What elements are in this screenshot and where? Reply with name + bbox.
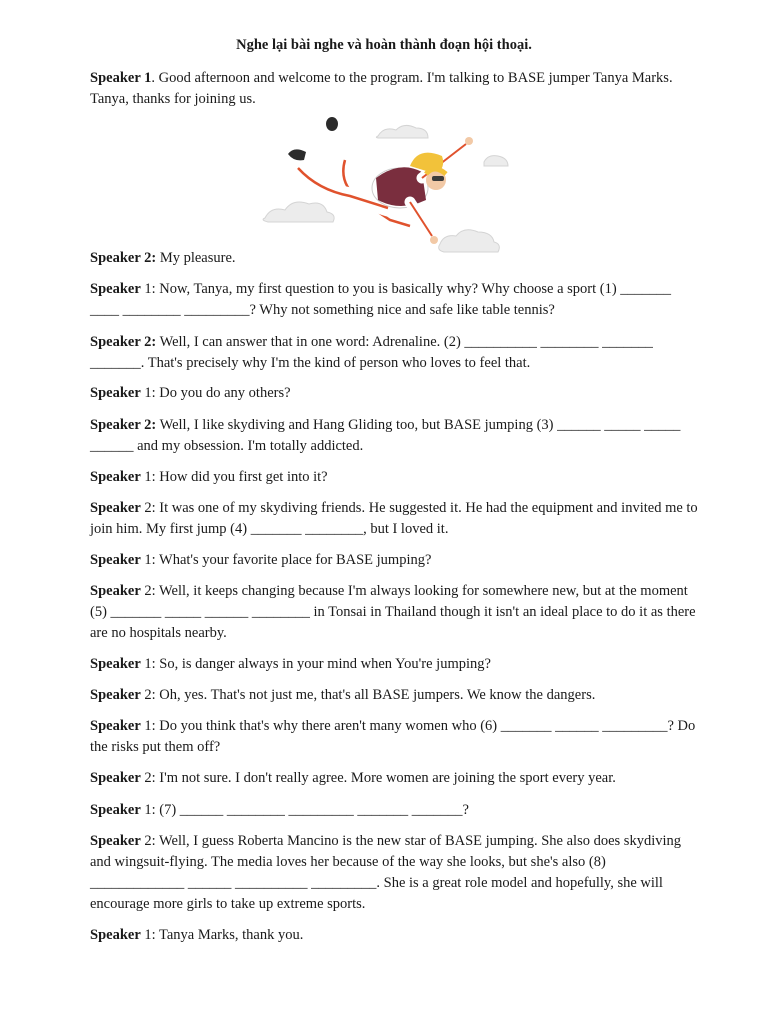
dialogue-line-5: [90, 383, 700, 404]
speaker-label: Speaker: [90, 833, 141, 849]
dialogue-line-13: [90, 716, 700, 758]
dialogue-line-1: [90, 68, 700, 110]
speaker-label: Speaker: [90, 500, 141, 516]
dialogue-line-17: [90, 925, 700, 946]
dialogue-line-6: [90, 415, 700, 457]
dialogue-line-10: [90, 581, 700, 644]
line-text: 2: Well, I guess Roberta Mancino is the new star of BASE jumping. She also does skydiving and wingsuit-flying. The media loves her because of the way she looks, but she's also (8) _____________ ______ __________ _________. She is a great role model and hopefully, she will encourage more girls to take up extreme sports.: [90, 833, 681, 912]
dialogue-line-9: [90, 550, 700, 571]
speaker-label: Speaker: [90, 718, 141, 734]
speaker-label: Speaker: [90, 656, 141, 672]
worksheet-title: Nghe lại bài nghe và hoàn thành đoạn hội thoại.: [236, 37, 532, 53]
line-text: 1: Do you think that's why there aren't many women who (6) _______ ______ _________? Do the risks put them off?: [90, 718, 696, 755]
speaker-label: Speaker: [90, 770, 141, 786]
line-text: 1: Now, Tanya, my first question to you is basically why? Why choose a sport (1) _______ ____ ________ _________? Why not something nice and safe like table tennis?: [90, 281, 672, 318]
dialogue-line-12: [90, 685, 700, 706]
line-text: 2: I'm not sure. I don't really agree. More women are joining the sport every year.: [140, 770, 616, 786]
dialogue-line-7: [90, 467, 700, 488]
line-text: 2: It was one of my skydiving friends. He suggested it. He had the equipment and invited me to join him. My first jump (4) _______ ________, but I loved it.: [90, 500, 698, 537]
line-text: 2: Well, it keeps changing because I'm always looking for somewhere new, but at the moment (5) _______ _____ ______ ________ in Tonsai in Thailand though it isn't an ideal place to do it as there are no hospitals nearby.: [90, 583, 696, 641]
dialogue-line-2: [90, 248, 700, 269]
speaker-label: Speaker 2:: [90, 334, 157, 350]
speaker-label: Speaker: [90, 281, 141, 297]
skydiver-illustration: [260, 116, 510, 264]
line-text: 1: What's your favorite place for BASE jumping?: [140, 552, 432, 568]
line-text: . Good afternoon and welcome to the program. I'm talking to BASE jumper Tanya Marks. Tanya, thanks for joining us.: [90, 70, 673, 107]
line-text: 1: So, is danger always in your mind when You're jumping?: [140, 656, 491, 672]
dialogue-line-4: [90, 332, 700, 374]
line-text: 2: Oh, yes. That's not just me, that's all BASE jumpers. We know the dangers.: [140, 687, 596, 703]
line-text: Well, I like skydiving and Hang Gliding too, but BASE jumping (3) ______ _____ _____ ______ and my obsession. I'm totally addicted.: [90, 417, 681, 454]
dialogue-line-3: [90, 279, 700, 321]
dialogue-line-11: [90, 654, 700, 675]
speaker-label: Speaker: [90, 552, 141, 568]
speaker-label: Speaker: [90, 927, 141, 943]
speaker-label: Speaker: [90, 687, 141, 703]
speaker-label: Speaker 1: [90, 70, 152, 86]
speaker-label: Speaker 2:: [90, 250, 157, 266]
line-text: Well, I can answer that in one word: Adrenaline. (2) __________ ________ _______ _______. That's precisely why I'm the kind of person who loves to feel that.: [90, 334, 653, 371]
line-text: My pleasure.: [156, 250, 236, 266]
dialogue-line-15: [90, 800, 700, 821]
line-text: 1: Do you do any others?: [140, 385, 291, 401]
speaker-label: Speaker: [90, 802, 141, 818]
speaker-label: Speaker: [90, 469, 141, 485]
line-text: 1: Tanya Marks, thank you.: [140, 927, 304, 943]
dialogue-line-8: [90, 498, 700, 540]
speaker-label: Speaker 2:: [90, 417, 157, 433]
line-text: 1: How did you first get into it?: [140, 469, 328, 485]
dialogue-line-14: [90, 768, 700, 789]
dialogue-line-16: [90, 831, 700, 915]
speaker-label: Speaker: [90, 385, 141, 401]
line-text: 1: (7) ______ ________ _________ _______ _______?: [140, 802, 469, 818]
speaker-label: Speaker: [90, 583, 141, 599]
